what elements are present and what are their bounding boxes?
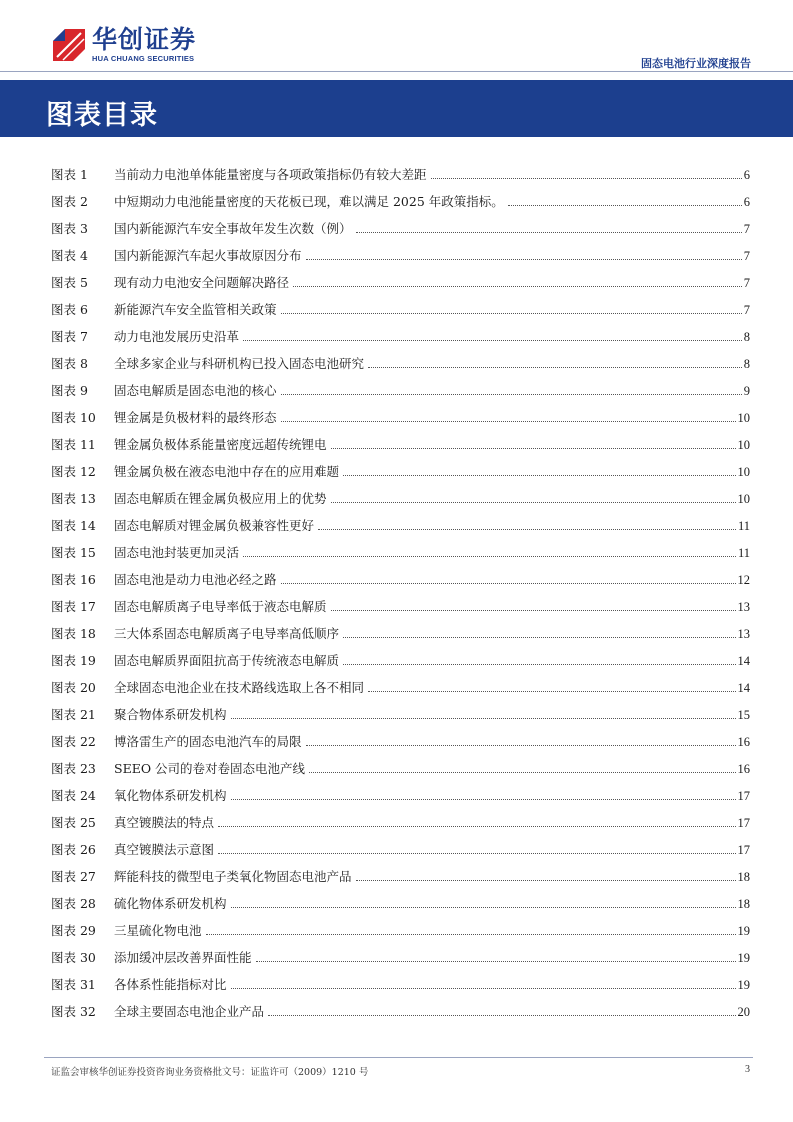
toc-entry[interactable] [51,975,750,1002]
brand-logo [51,27,196,63]
toc-entry[interactable] [51,435,750,462]
toc-entry-label: 图表 4 [51,248,88,263]
toc-entry-page: 17 [737,843,750,857]
toc-entry-title[interactable]: 新能源汽车安全监管相关政策 [114,302,277,317]
toc-entry-title[interactable]: 真空镀膜法示意图 [114,842,215,857]
toc-entry-page: 19 [737,924,750,938]
toc-dot-leader [331,610,736,611]
page-number: 3 [745,1064,750,1075]
toc-entry-title[interactable]: 固态电池封装更加灵活 [114,545,240,560]
toc-dot-leader [243,340,742,341]
toc-dot-leader [508,205,742,206]
toc-entry[interactable] [51,651,750,678]
toc-dot-leader [206,934,736,935]
toc-entry-page: 16 [737,762,750,776]
toc-entry-page: 11 [737,546,750,560]
toc-entry[interactable] [51,624,750,651]
toc-entry-title[interactable]: 全球多家企业与科研机构已投入固态电池研究 [114,356,365,371]
toc-dot-leader [231,718,736,719]
toc-entry-label: 图表 15 [51,545,96,560]
toc-entry[interactable] [51,273,750,300]
brand-name-cn: 华创证券 [92,25,197,54]
toc-entry-label: 图表 9 [51,383,88,398]
toc-entry-title[interactable]: 真空镀膜法的特点 [114,815,215,830]
toc-entry-page: 14 [737,681,750,695]
toc-entry-page: 6 [743,195,750,209]
toc-entry[interactable] [51,543,750,570]
toc-entry-page: 19 [737,978,750,992]
toc-entry-page: 7 [743,222,750,236]
toc-entry-page: 13 [737,627,750,641]
toc-entry[interactable] [51,570,750,597]
toc-dot-leader [368,367,742,368]
toc-dot-leader [218,826,735,827]
toc-entry[interactable] [51,1002,750,1029]
toc-entry-page: 17 [737,816,750,830]
toc-dot-leader [368,691,735,692]
toc-dot-leader [331,502,736,503]
toc-entry-title[interactable]: 固态电解质界面阻抗高于传统液态电解质 [114,653,340,668]
toc-entry-title[interactable]: 中短期动力电池能量密度的天花板已现，难以满足 2025 年政策指标。 [114,194,504,209]
toc-entry-title[interactable]: 国内新能源汽车安全事故年发生次数（例） [114,221,352,236]
toc-dot-leader [281,394,742,395]
toc-entry-label: 图表 1 [51,167,88,182]
toc-entry-label: 图表 19 [51,653,96,668]
toc-entry-page: 7 [743,303,750,317]
toc-entry[interactable] [51,867,750,894]
toc-entry-title[interactable]: 三大体系固态电解质离子电导率高低顺序 [114,626,340,641]
toc-entry-title[interactable]: SEEO 公司的卷对卷固态电池产线 [114,761,306,776]
toc-entry-label: 图表 20 [51,680,96,695]
toc-entry-label: 图表 26 [51,842,96,857]
toc-entry[interactable] [51,516,750,543]
toc-entry-label: 图表 22 [51,734,96,749]
toc-dot-leader [431,178,742,179]
toc-entry-label: 图表 16 [51,572,96,587]
toc-entry-page: 12 [737,573,750,587]
toc-entry-page: 10 [737,438,750,452]
toc-dot-leader [356,232,742,233]
toc-entry-label: 图表 21 [51,707,96,722]
toc-entry-page: 18 [737,870,750,884]
toc-entry-page: 6 [743,168,750,182]
toc-dot-leader [243,556,736,557]
toc-entry-title[interactable]: 固态电池是动力电池必经之路 [114,572,277,587]
toc-dot-leader [281,583,736,584]
toc-entry[interactable] [51,300,750,327]
toc-dot-leader [268,1015,735,1016]
toc-dot-leader [218,853,735,854]
toc-entry-page: 20 [737,1005,750,1019]
toc-entry-page: 7 [743,249,750,263]
toc-entry[interactable] [51,759,750,786]
toc-entry-title[interactable]: 动力电池发展历史沿革 [114,329,240,344]
toc-dot-leader [306,259,742,260]
toc-entry-page: 8 [743,357,750,371]
toc-entry-title[interactable]: 现有动力电池安全问题解决路径 [114,275,290,290]
toc-entry[interactable] [51,786,750,813]
toc-entry-label: 图表 23 [51,761,96,776]
toc-entry[interactable] [51,894,750,921]
toc-entry[interactable] [51,462,750,489]
footer-license: 证监会审核华创证券投资咨询业务资格批文号：证监许可（2009）1210 号 [51,1067,369,1078]
toc-entry[interactable] [51,948,750,975]
toc-dot-leader [318,529,736,530]
toc-entry[interactable] [51,705,750,732]
toc-entry-label: 图表 5 [51,275,88,290]
toc-entry-page: 10 [737,492,750,506]
toc-entry-title[interactable]: 锂金属负极在液态电池中存在的应用难题 [114,464,340,479]
toc-dot-leader [343,637,735,638]
toc-entry-title[interactable]: 锂金属是负极材料的最终形态 [114,410,277,425]
toc-entry-page: 8 [743,330,750,344]
toc-entry-label: 图表 3 [51,221,88,236]
toc-entry-label: 图表 32 [51,1004,96,1019]
toc-entry[interactable] [51,597,750,624]
toc-entry-title[interactable]: 辉能科技的微型电子类氧化物固态电池产品 [114,869,352,884]
toc-entry-label: 图表 2 [51,194,88,209]
toc-dot-leader [281,421,736,422]
toc-entry-title[interactable]: 当前动力电池单体能量密度与各项政策指标仍有较大差距 [114,167,427,182]
toc-entry[interactable] [51,408,750,435]
toc-dot-leader [309,772,735,773]
toc-entry-title[interactable]: 博洛雷生产的固态电池汽车的局限 [114,734,302,749]
toc-entry-title[interactable]: 固态电解质在锂金属负极应用上的优势 [114,491,327,506]
toc-entry-page: 9 [743,384,750,398]
toc-entry-title[interactable]: 氧化物体系研发机构 [114,788,227,803]
toc-entry-label: 图表 17 [51,599,96,614]
report-title: 固态电池行业深度报告 [641,57,751,70]
toc-entry[interactable] [51,840,750,867]
toc-entry-label: 图表 12 [51,464,96,479]
toc-entry-title[interactable]: 各体系性能指标对比 [114,977,227,992]
footer-divider [44,1057,753,1058]
header-divider [0,71,793,72]
section-title-band [0,80,793,137]
toc-entry-label: 图表 29 [51,923,96,938]
toc-entry-title[interactable]: 聚合物体系研发机构 [114,707,227,722]
toc-entry-title[interactable]: 三星硫化物电池 [114,923,202,938]
toc-entry-title[interactable]: 固态电解质对锂金属负极兼容性更好 [114,518,315,533]
toc-dot-leader [331,448,736,449]
toc-dot-leader [231,988,736,989]
toc-dot-leader [343,475,735,476]
toc-entry-title[interactable]: 固态电解质是固态电池的核心 [114,383,277,398]
toc-entry-page: 16 [737,735,750,749]
toc-entry[interactable] [51,192,750,219]
toc-dot-leader [306,745,736,746]
toc-dot-leader [281,313,742,314]
toc-entry-label: 图表 7 [51,329,88,344]
toc-entry-title[interactable]: 锂金属负极体系能量密度远超传统锂电 [114,437,327,452]
toc-entry-label: 图表 24 [51,788,96,803]
toc-entry[interactable] [51,381,750,408]
toc-entry-label: 图表 25 [51,815,96,830]
toc-entry-page: 17 [737,789,750,803]
huachuang-logo-icon [51,27,87,63]
toc-entry-title[interactable]: 添加缓冲层改善界面性能 [114,950,252,965]
toc-entry-label: 图表 30 [51,950,96,965]
toc-entry-page: 10 [737,411,750,425]
toc-entry-label: 图表 18 [51,626,96,641]
toc-entry-label: 图表 10 [51,410,96,425]
toc-entry[interactable] [51,219,750,246]
toc-entry[interactable] [51,327,750,354]
toc-entry[interactable] [51,813,750,840]
toc-entry-page: 7 [743,276,750,290]
toc-entry-title[interactable]: 全球固态电池企业在技术路线选取上各不相同 [114,680,365,695]
toc-entry-page: 19 [737,951,750,965]
toc-entry-label: 图表 13 [51,491,96,506]
toc-entry[interactable] [51,678,750,705]
section-title: 图表目录 [46,100,158,131]
toc-entry[interactable] [51,165,750,192]
brand-name-en: HUA CHUANG SECURITIES [92,54,195,63]
toc-entry-label: 图表 31 [51,977,96,992]
toc-entry-title[interactable]: 全球主要固态电池企业产品 [114,1004,265,1019]
toc-dot-leader [231,799,736,800]
toc-entry-page: 18 [737,897,750,911]
toc-dot-leader [293,286,742,287]
toc-entry[interactable] [51,921,750,948]
toc-entry-page: 14 [737,654,750,668]
toc-dot-leader [231,907,736,908]
toc-entry-label: 图表 6 [51,302,88,317]
toc-dot-leader [356,880,736,881]
toc-entry-title[interactable]: 国内新能源汽车起火事故原因分布 [114,248,302,263]
toc-entry-page: 13 [737,600,750,614]
toc-entry-label: 图表 28 [51,896,96,911]
toc-entry-label: 图表 11 [51,437,96,452]
figure-index-list [51,165,750,1029]
toc-entry[interactable] [51,489,750,516]
toc-dot-leader [343,664,735,665]
toc-entry-label: 图表 27 [51,869,96,884]
toc-entry[interactable] [51,354,750,381]
toc-entry-page: 10 [737,465,750,479]
toc-entry-title[interactable]: 硫化物体系研发机构 [114,896,227,911]
toc-entry[interactable] [51,246,750,273]
toc-entry-label: 图表 8 [51,356,88,371]
toc-entry-title[interactable]: 固态电解质离子电导率低于液态电解质 [114,599,327,614]
toc-dot-leader [256,961,736,962]
toc-entry-page: 11 [737,519,750,533]
toc-entry-page: 15 [737,708,750,722]
toc-entry[interactable] [51,732,750,759]
toc-entry-label: 图表 14 [51,518,96,533]
